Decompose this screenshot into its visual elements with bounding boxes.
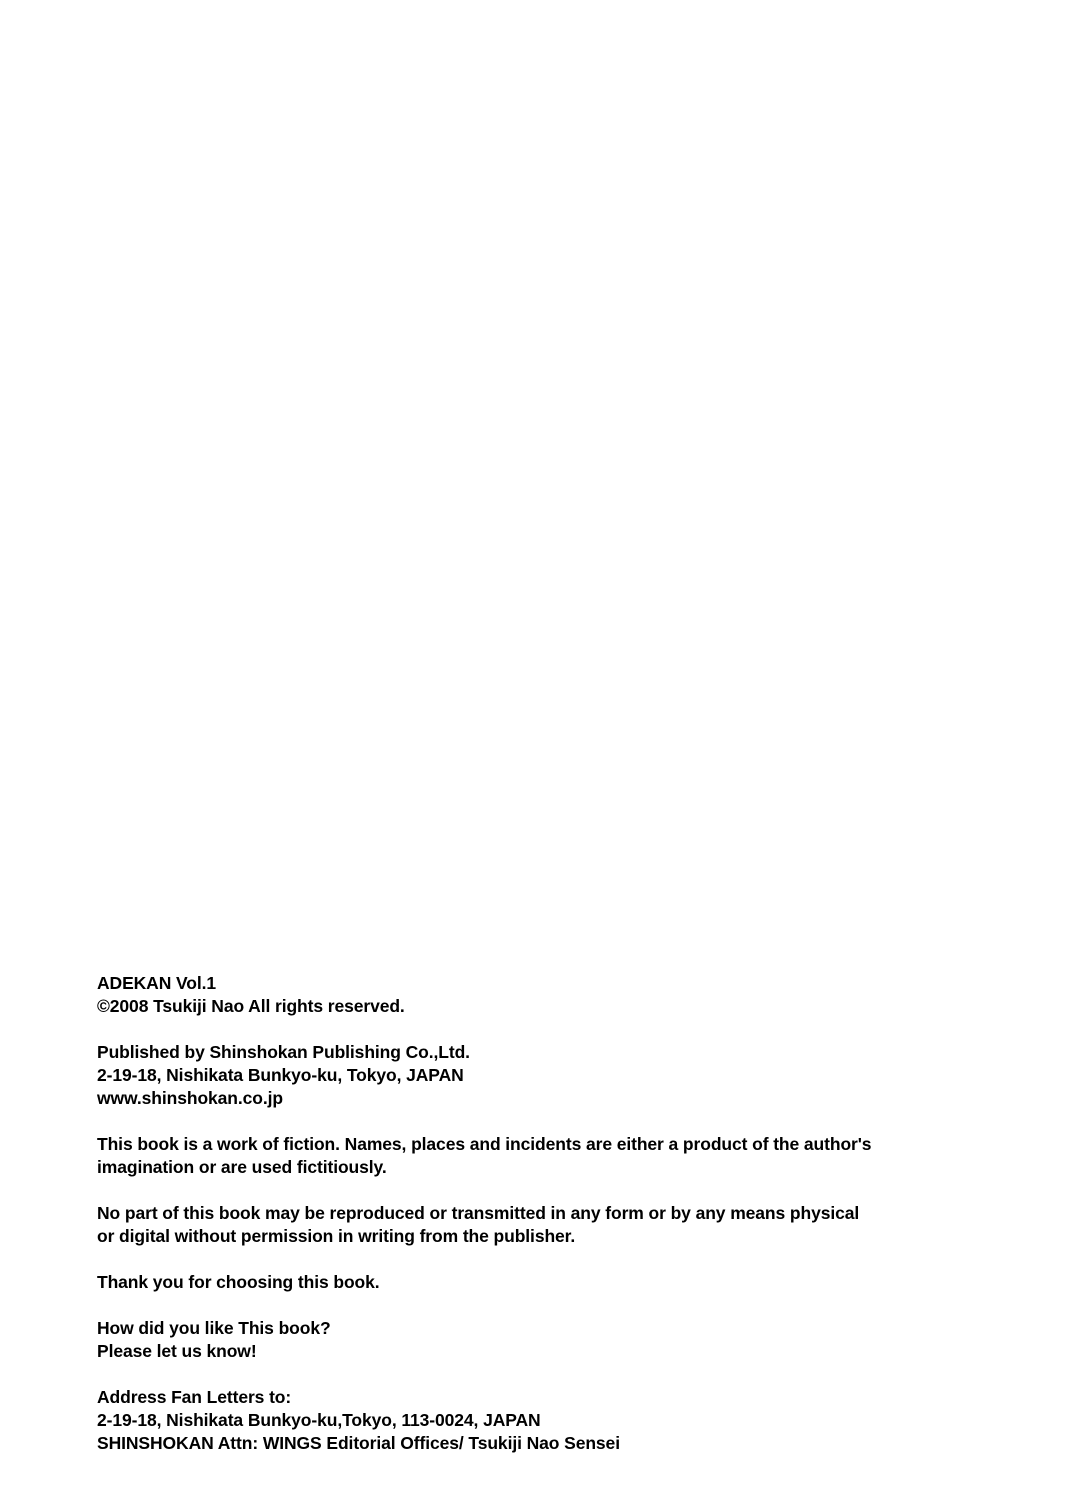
copyright-line: ©2008 Tsukiji Nao All rights reserved.	[97, 996, 405, 1016]
fiction-notice-block	[97, 1133, 997, 1179]
publisher-website: www.shinshokan.co.jp	[97, 1088, 283, 1108]
rights-notice-line-1: No part of this book may be reproduced or transmitted in any form or by any means physical	[97, 1203, 860, 1223]
feedback-request: Please let us know!	[97, 1341, 257, 1361]
fan-letters-attention: SHINSHOKAN Attn: WINGS Editorial Offices/ Tsukiji Nao Sensei	[97, 1433, 620, 1453]
feedback-block	[97, 1317, 997, 1363]
rights-notice-block	[97, 1202, 997, 1248]
fan-letters-heading: Address Fan Letters to:	[97, 1387, 292, 1407]
thanks-block	[97, 1271, 997, 1294]
fiction-notice-line-1: This book is a work of fiction. Names, places and incidents are either a product of the author's	[97, 1134, 872, 1154]
feedback-question: How did you like This book?	[97, 1318, 331, 1338]
publisher-name: Published by Shinshokan Publishing Co.,Ltd.	[97, 1042, 470, 1062]
fiction-notice-line-2: imagination or are used fictitiously.	[97, 1157, 387, 1177]
book-title: ADEKAN Vol.1	[97, 973, 217, 993]
rights-notice-line-2: or digital without permission in writing from the publisher.	[97, 1226, 576, 1246]
fan-letters-address: 2-19-18, Nishikata Bunkyo-ku,Tokyo, 113-0024, JAPAN	[97, 1410, 541, 1430]
publisher-address: 2-19-18, Nishikata Bunkyo-ku, Tokyo, JAPAN	[97, 1065, 464, 1085]
publisher-block	[97, 1041, 997, 1110]
fan-letters-block	[97, 1386, 997, 1455]
colophon-text	[97, 972, 997, 1455]
title-block	[97, 972, 997, 1018]
thanks-line: Thank you for choosing this book.	[97, 1272, 380, 1292]
